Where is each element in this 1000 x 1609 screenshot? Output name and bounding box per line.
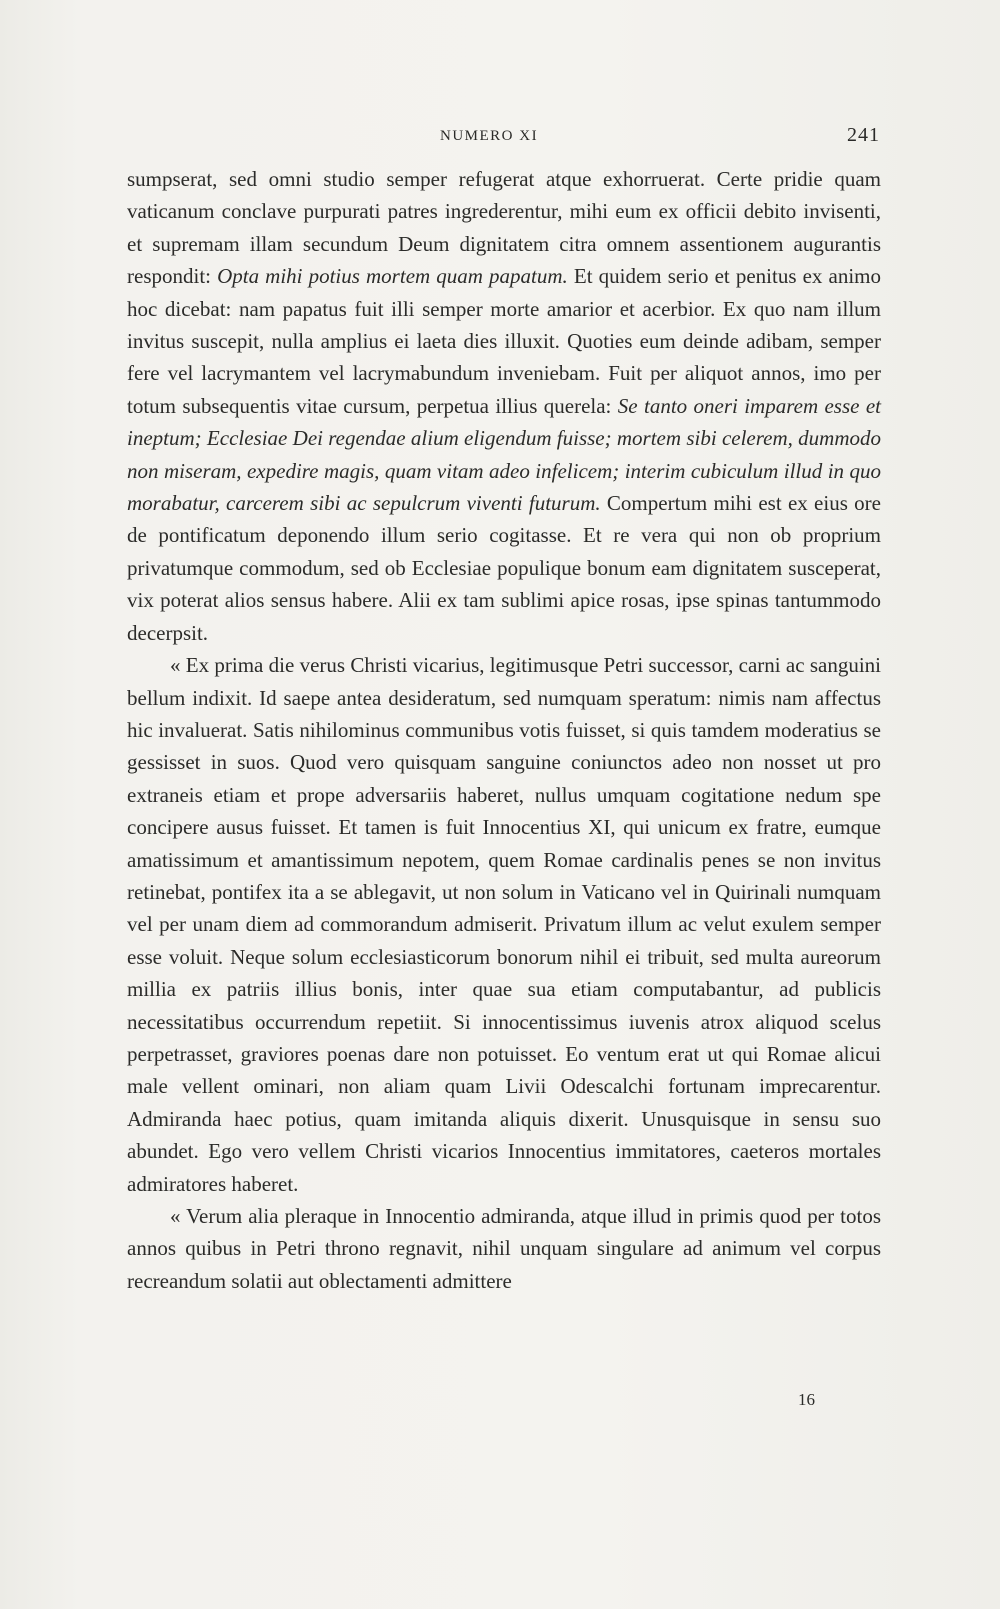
paragraph-1: [127, 163, 881, 649]
italic-quote: Opta mihi potius mortem quam papatum.: [217, 264, 568, 289]
italic-quote: Se tanto oneri imparem esse et ineptum; Ecclesiae Dei regendae alium eligendum fuisse; mortem sibi celerem, dummodo non miseram, expedire magis, quam vitam adeo infelicem; interim cubiculum illud in quo morabatur, carcerem sibi ac sepulcrum viventi futurum.: [127, 393, 882, 516]
text-segment: sumpserat, sed omni studio semper refugerat atque exhorruerat. Certe pridie quam vaticanum conclave purpurati patres ingrederentur, mihi eum ex officii debito invisenti, et supremam illam secundum Deum dignitatem citra omnem assentionem augurantis respondit:: [127, 167, 881, 289]
text-segment: « Ex prima die verus Christi vicarius, legitimusque Petri successor, carni ac sanguini bellum indixit. Id saepe antea desideratum, sed numquam speratum: nimis nam affectus hic invaluerat. Satis nihilominus communibus votis fuisset, si quis tamdem moderatius se gessisset in suos. Quod vero quisquam sanguine coniunctos adeo non nosset ut pro extraneis etiam et prope adversariis haberet, nullus umquam cogitatione nedum spe concipere ausus fuisset. Et tamen is fuit Innocentius XI, qui unicum ex fratre, eumque amatissimum et amantissimum nepotem, quem Romae cardinalis penes se non invitus retinebat, pontifex ita a se ablegavit, ut non solum in Vaticano vel in Quirinali numquam vel per unam diem ad commorandum admiserit. Privatum illum ac velut exulem semper esse voluit. Neque solum ecclesiasticorum bonorum nihil ei tribuit, sed multa aureorum millia ex patriis illius bonis, inter quae sua etiam computabantur, ad publicis necessitatibus occurrendum repetiit. Si innocentissimus iuvenis atrox aliquod scelus perpetrasset, graviores poenas dare non potuisset. Eo ventum erat ut qui Romae alicui male vellent ominari, non aliam quam Livii Odescalchi fortunam imprecarentur. Admiranda haec potius, quam imitanda aliquis dixerit. Unusquisque in sensu suo abundet. Ego vero vellem Christi vicarios Innocentius immitatores, caeteros mortales admiratores haberet.: [127, 653, 881, 1196]
body-text: [127, 163, 881, 1297]
running-head: NUMERO XI: [440, 128, 539, 144]
text-segment: Compertum mihi est ex eius ore de pontificatum deponendo illum serio cogitasse. Et re vera qui non ob proprium privatumque commodum, sed ob Ecclesiae populique bonum eam dignitatem susceperat, vix poterat alios sensus habere. Alii ex tam sublimi apice rosas, ipse spinas tantummodo decerpsit.: [127, 491, 881, 645]
signature-mark: 16: [798, 1390, 815, 1409]
text-segment: Et quidem serio et penitus ex animo hoc dicebat: nam papatus fuit illi semper morte amarior et acerbior. Ex quo nam illum invitus suscepit, nulla amplius ei laeta dies illuxit. Quoties eum deinde adibam, semper fere vel lacrymantem vel lacrymabundum inveniebam. Fuit per aliquot annos, imo per totum subsequentis vitae cursum, perpetua illius querela:: [127, 264, 881, 418]
page-number: 241: [847, 124, 880, 146]
text-segment: « Verum alia pleraque in Innocentio admiranda, atque illud in primis quod per totos annos quibus in Petri throno regnavit, nihil unquam singulare ad animum vel corpus recreandum solatii aut oblectamenti admittere: [127, 1204, 881, 1293]
paragraph-3: [127, 1200, 881, 1297]
paragraph-2: [127, 649, 881, 1200]
page-header: [128, 124, 880, 148]
